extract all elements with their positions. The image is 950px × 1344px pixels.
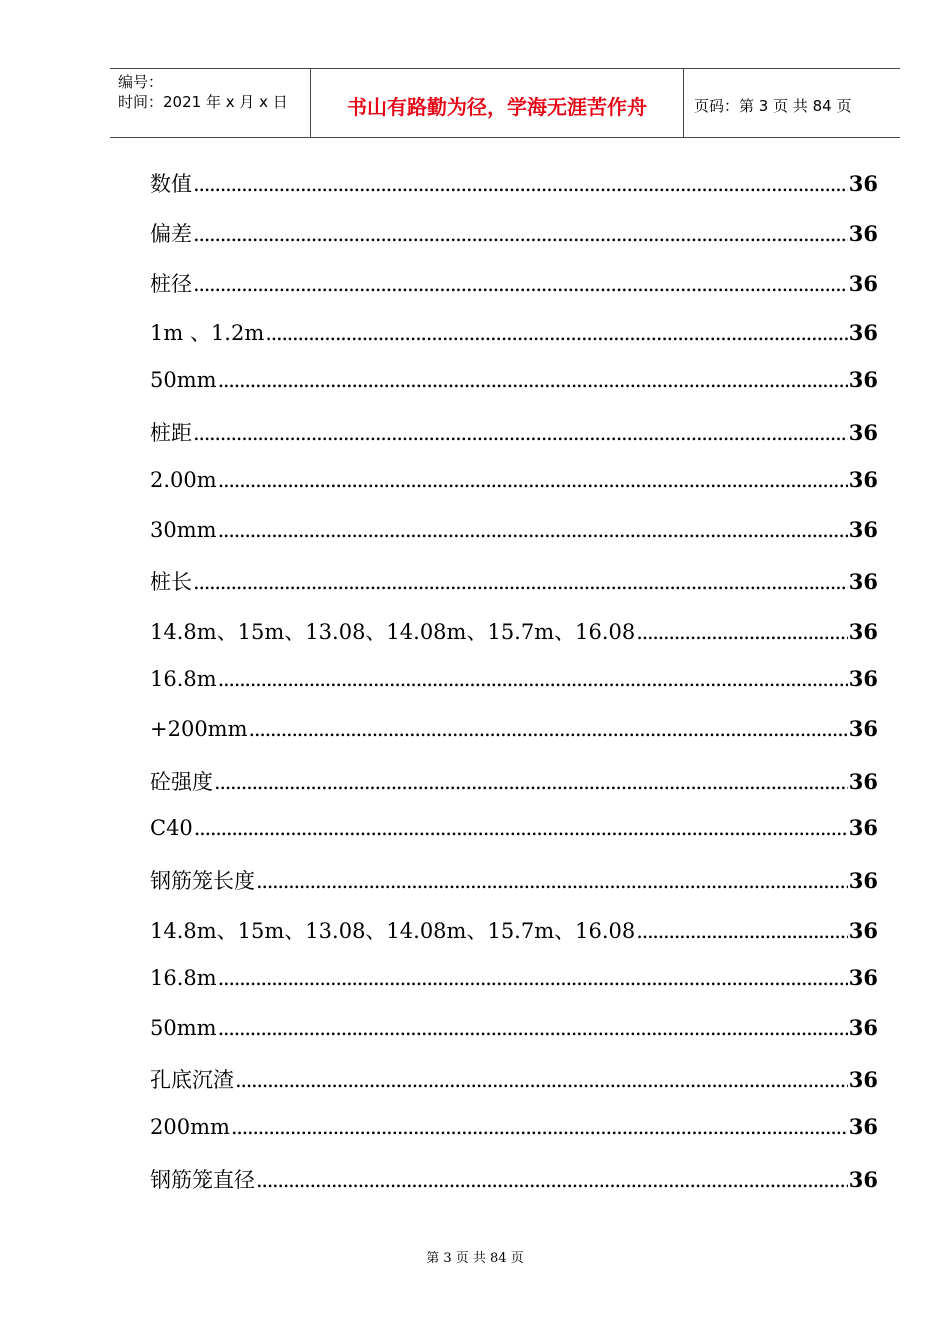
toc-entry-page: 36 <box>848 220 878 246</box>
toc-entry-page: 36 <box>848 964 878 990</box>
toc-entry-label: 16.8m <box>150 666 217 691</box>
toc-leader-dots <box>218 1016 848 1040</box>
toc-entry-label: 偏差 <box>150 221 192 246</box>
toc-entry-page: 36 <box>848 569 878 595</box>
header-motto: 书山有路勤为径，学海无涯苦作舟 <box>311 69 684 137</box>
toc-entry-label: 钢筋笼长度 <box>150 869 255 894</box>
toc-entry-label: 孔底沉渣 <box>150 1068 234 1093</box>
toc-entry[interactable] <box>150 1015 878 1065</box>
document-time-label: 时间：2021 年 x 月 x 日 <box>118 93 288 111</box>
toc-entry-page: 36 <box>848 1114 878 1140</box>
toc-entry-label: 数值 <box>150 172 192 196</box>
toc-entry-page: 36 <box>848 1014 878 1040</box>
toc-entry-page: 36 <box>848 1067 878 1093</box>
toc-entry-page: 36 <box>848 419 878 445</box>
toc-entry[interactable] <box>150 716 878 766</box>
toc-leader-dots <box>193 272 848 296</box>
toc-leader-dots <box>218 667 848 691</box>
toc-entry[interactable] <box>150 566 878 616</box>
toc-entry[interactable] <box>150 417 878 467</box>
toc-entry-page: 36 <box>848 768 878 794</box>
toc-entry[interactable] <box>150 467 878 517</box>
toc-leader-dots <box>256 1168 848 1192</box>
toc-entry[interactable] <box>150 168 878 218</box>
header-page-info: 页码：第 3 页 共 84 页 <box>694 96 852 115</box>
toc-entry[interactable] <box>150 865 878 915</box>
page-header <box>110 68 900 138</box>
toc-leader-dots <box>218 368 848 392</box>
toc-entry[interactable] <box>150 367 878 417</box>
toc-entry-page: 36 <box>848 466 878 492</box>
toc-entry[interactable] <box>150 815 878 865</box>
page-footer: 第 3 页 共 84 页 <box>426 1251 524 1266</box>
toc-entry-label: 30mm <box>150 517 217 542</box>
toc-entry-label: 钢筋笼直径 <box>150 1167 255 1192</box>
toc-entry-label: 桩距 <box>150 420 192 445</box>
toc-entry-page: 36 <box>848 516 878 542</box>
toc-entry[interactable] <box>150 517 878 567</box>
toc-entry[interactable] <box>150 1114 878 1164</box>
document-number-label: 编号： <box>118 73 164 91</box>
toc-entry-page: 36 <box>848 715 878 741</box>
toc-entry-label: 砼强度 <box>150 769 213 794</box>
toc-leader-dots <box>218 518 848 542</box>
toc-entry-label: 桩径 <box>150 271 192 296</box>
toc-leader-dots <box>193 222 848 246</box>
toc-entry[interactable] <box>150 268 878 318</box>
toc-leader-dots <box>218 966 848 990</box>
toc-entry-label: 200mm <box>150 1115 230 1140</box>
header-meta-cell <box>110 69 311 137</box>
toc-leader-dots <box>193 172 848 196</box>
toc-entry-label: 14.8m、15m、13.08、14.08m、15.7m、16.08 <box>150 620 636 645</box>
toc-leader-dots <box>231 1115 848 1139</box>
toc-entry-label: 14.8m、15m、13.08、14.08m、15.7m、16.08 <box>150 918 636 943</box>
toc-entry-label: C40 <box>150 816 193 841</box>
toc-leader-dots <box>214 770 848 794</box>
toc-entry-label: 1m 、1.2m <box>150 321 265 346</box>
toc-leader-dots <box>249 717 848 741</box>
toc-entry-page: 36 <box>848 320 878 346</box>
toc-entry-label: 桩长 <box>150 570 192 595</box>
toc-entry[interactable] <box>150 915 878 965</box>
toc-entry-page: 36 <box>848 619 878 645</box>
toc-entry[interactable] <box>150 218 878 268</box>
toc-leader-dots <box>194 816 848 840</box>
toc-leader-dots <box>193 570 848 594</box>
toc-entry-label: +200mm <box>150 716 248 741</box>
toc-leader-dots <box>193 421 848 445</box>
toc-entry-page: 36 <box>848 171 878 196</box>
toc-leader-dots <box>235 1068 848 1092</box>
toc-entry[interactable] <box>150 666 878 716</box>
toc-leader-dots <box>218 468 848 492</box>
toc-entry[interactable] <box>150 1164 878 1214</box>
toc-entry-page: 36 <box>848 665 878 691</box>
toc-entry[interactable] <box>150 1064 878 1114</box>
toc-entry[interactable] <box>150 766 878 816</box>
toc-leader-dots <box>256 869 848 893</box>
table-of-contents <box>150 168 878 1214</box>
toc-entry-label: 50mm <box>150 1015 217 1040</box>
toc-entry-page: 36 <box>848 815 878 841</box>
toc-leader-dots <box>265 321 848 345</box>
toc-entry-label: 2.00m <box>150 467 217 492</box>
toc-entry-page: 36 <box>848 367 878 393</box>
toc-entry[interactable] <box>150 965 878 1015</box>
toc-entry-page: 36 <box>848 917 878 943</box>
toc-entry[interactable] <box>150 317 878 367</box>
toc-entry-label: 50mm <box>150 368 217 393</box>
toc-entry-page: 36 <box>848 1166 878 1192</box>
toc-leader-dots <box>636 620 848 644</box>
toc-entry-page: 36 <box>848 270 878 296</box>
toc-entry[interactable] <box>150 616 878 666</box>
toc-leader-dots <box>636 919 848 943</box>
toc-entry-page: 36 <box>848 868 878 894</box>
toc-entry-label: 16.8m <box>150 965 217 990</box>
